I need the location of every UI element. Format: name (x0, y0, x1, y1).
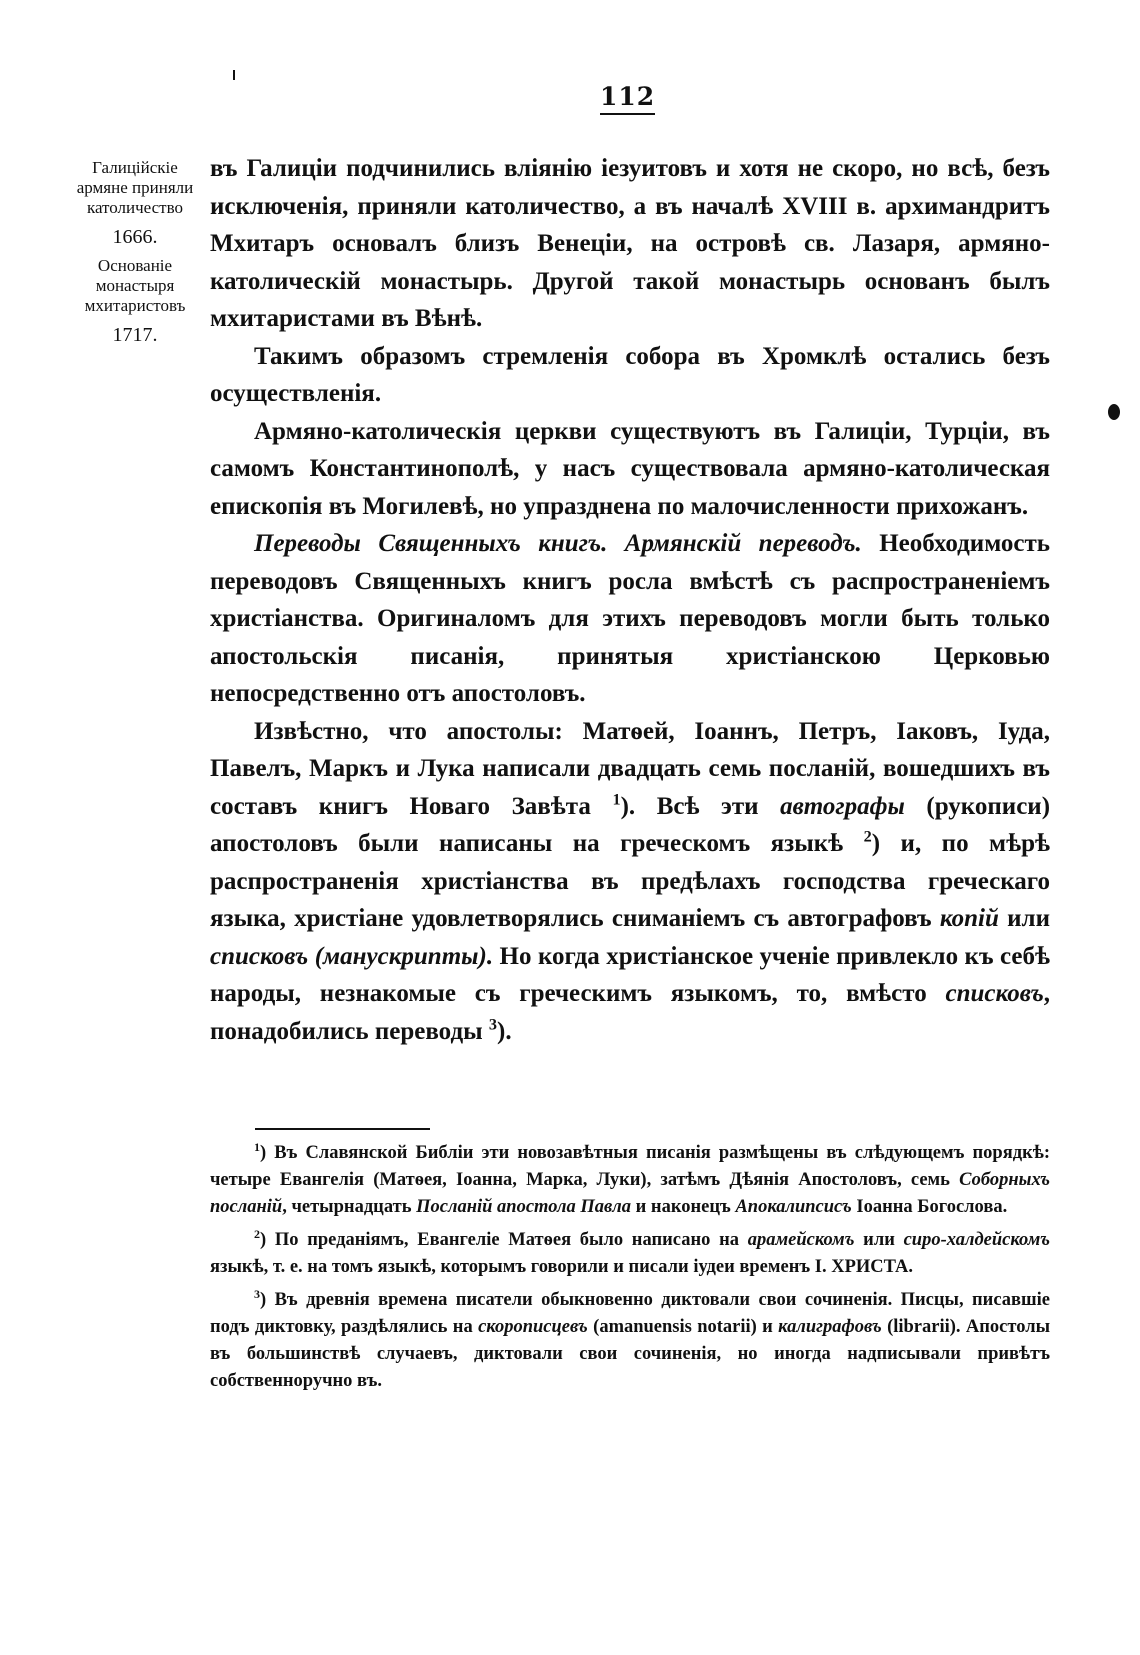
footnote-1-text-a: ) Въ Славянской Библіи эти новозавѣтныя писанія размѣщены въ слѣдующемъ порядкѣ: четыре Евангелія (Матѳея, Іоанна, Марка, Луки), затѣмъ Дѣянія Апостоловъ, семь (210, 1143, 1050, 1190)
p5-italic-lists: списковъ (манускрипты). (210, 942, 494, 970)
p5-text-b: ). Всѣ эти (620, 792, 759, 820)
scan-speck (233, 70, 235, 80)
footnote-separator (255, 1128, 430, 1130)
footnote-1-italic-2: Посланій апостола Павла (416, 1197, 631, 1217)
footnote-ref-3: 3 (488, 1015, 498, 1034)
p5-text-g: , понадобились переводы (210, 980, 1050, 1045)
page-number: 112 (600, 82, 655, 115)
p5-text-a: Извѣстно, что апостолы: Матѳей, Іоаннъ, Петръ, Іаковъ, Іуда, Павелъ, Маркъ и Лука написали двадцать семь посланій, вошедшихъ въ составъ книгъ Новаго Завѣта (210, 717, 1050, 820)
section-heading-translations: Переводы Священныхъ книгъ. Армянскій переводъ. (254, 530, 862, 557)
footnote-1-number: 1 (254, 1139, 261, 1154)
margin-note-galician-armenians: Галиційскіе армяне приняли католичество (76, 158, 194, 217)
scan-speck (1108, 404, 1120, 420)
footnote-2 (210, 1227, 1050, 1281)
paragraph-4-text: Необходимость переводовъ Священныхъ книгъ росла вмѣстѣ съ распространеніемъ христіанства. Оригиналомъ для этихъ переводовъ могли быть только апостольскія писанія, принятыя христіанскою Церковью непосредственно отъ апостоловъ. (210, 530, 1050, 707)
footnotes (210, 1140, 1050, 1401)
footnote-2-text-b: или (863, 1230, 895, 1250)
paragraph-3: Армяно-католическія церкви существуютъ въ Галиціи, Турціи, въ самомъ Константинополѣ, у насъ существовала армяно-католическая епископія въ Могилевѣ, но упразднена по малочисленности прихожанъ. (210, 417, 1050, 520)
footnote-1-text-c: и наконецъ (635, 1197, 731, 1217)
footnote-3-text-a: ) Въ древнія времена писатели обыкновенно диктовали свои сочиненія. Писцы, писавшіе подъ диктовку, раздѣлялись на (210, 1290, 1050, 1337)
paragraph-2: Такимъ образомъ стремленія собора въ Хромклѣ остались безъ осуществленія. (210, 342, 1050, 407)
footnote-2-italic-2: сиро-халдейскомъ (903, 1230, 1051, 1250)
footnote-3-text-b: (amanuensis notarii) и (593, 1317, 773, 1337)
margin-note-year-1666: 1666. (112, 226, 158, 248)
footnote-2-italic-1: арамейскомъ (747, 1230, 855, 1250)
margin-note-year-1717: 1717. (112, 324, 158, 346)
footnote-3-italic-1: скорописцевъ (478, 1317, 588, 1337)
footnote-1-text-d: Іоанна Богослова. (856, 1197, 1008, 1217)
footnote-2-text-c: языкѣ, т. е. на томъ языкѣ, которымъ говорили и писали іудеи временъ І. ХРИСТА. (210, 1257, 914, 1277)
p5-text-c: (рукописи) апостоловъ были написаны на греческомъ языкѣ (210, 792, 1051, 857)
footnote-2-number: 2 (254, 1226, 261, 1241)
paragraph-1: въ Галиціи подчинились вліянію іезуитовъ и хотя не скоро, но всѣ, безъ исключенія, приняли католичество, а въ началѣ XVIII в. архимандритъ Мхитаръ основалъ близъ Венеціи, на островѣ св. Лазаря, армяно-католическій монастырь. Другой такой монастырь основанъ былъ мхитаристами въ Вѣнѣ. (210, 155, 1050, 332)
footnote-1-italic-3: Апокалипсисъ (735, 1197, 852, 1217)
p5-text-f: Но когда христіанское ученіе привлекло къ себѣ народы, незнакомые съ греческимъ языкомъ, то, вмѣсто (210, 942, 1050, 1007)
footnote-3-number: 3 (254, 1286, 261, 1301)
p5-italic-lists-2: списковъ (945, 980, 1044, 1007)
margin-note-mkhitarist-monastery: Основаніе монастыря мхитаристовъ (84, 256, 186, 315)
main-text (210, 150, 1050, 1050)
footnote-3-text-c: (librarii). Апостолы въ большинствѣ случаевъ, диктовали свои сочиненія, но иногда надписывали привѣтъ собственноручно въ. (210, 1317, 1051, 1391)
footnote-ref-2: 2 (863, 827, 872, 846)
p5-text-d: ) и, по мѣрѣ распространенія христіанства въ предѣлахъ господства греческаго языка, христіане удовлетворялись сниманіемъ съ автографовъ (210, 830, 1050, 932)
p5-text-e: или (1007, 905, 1050, 932)
p5-text-h: ). (497, 1017, 512, 1045)
p5-italic-copies: копій (939, 905, 999, 932)
footnote-1 (210, 1140, 1050, 1221)
footnote-ref-1: 1 (612, 790, 621, 809)
footnote-1-text-b: , четырнадцать (282, 1197, 412, 1217)
footnote-2-text-a: ) По преданіямъ, Евангеліе Матѳея было написано на (260, 1230, 739, 1250)
margin-notes (70, 158, 200, 354)
footnote-3 (210, 1287, 1050, 1395)
paragraph-5 (210, 713, 1050, 1051)
paragraph-4 (210, 525, 1050, 713)
footnote-1-italic-1: Соборныхъ посланій (210, 1170, 1050, 1217)
p5-italic-autographs: автографы (780, 792, 905, 820)
footnote-3-italic-2: калиграфовъ (778, 1317, 882, 1337)
